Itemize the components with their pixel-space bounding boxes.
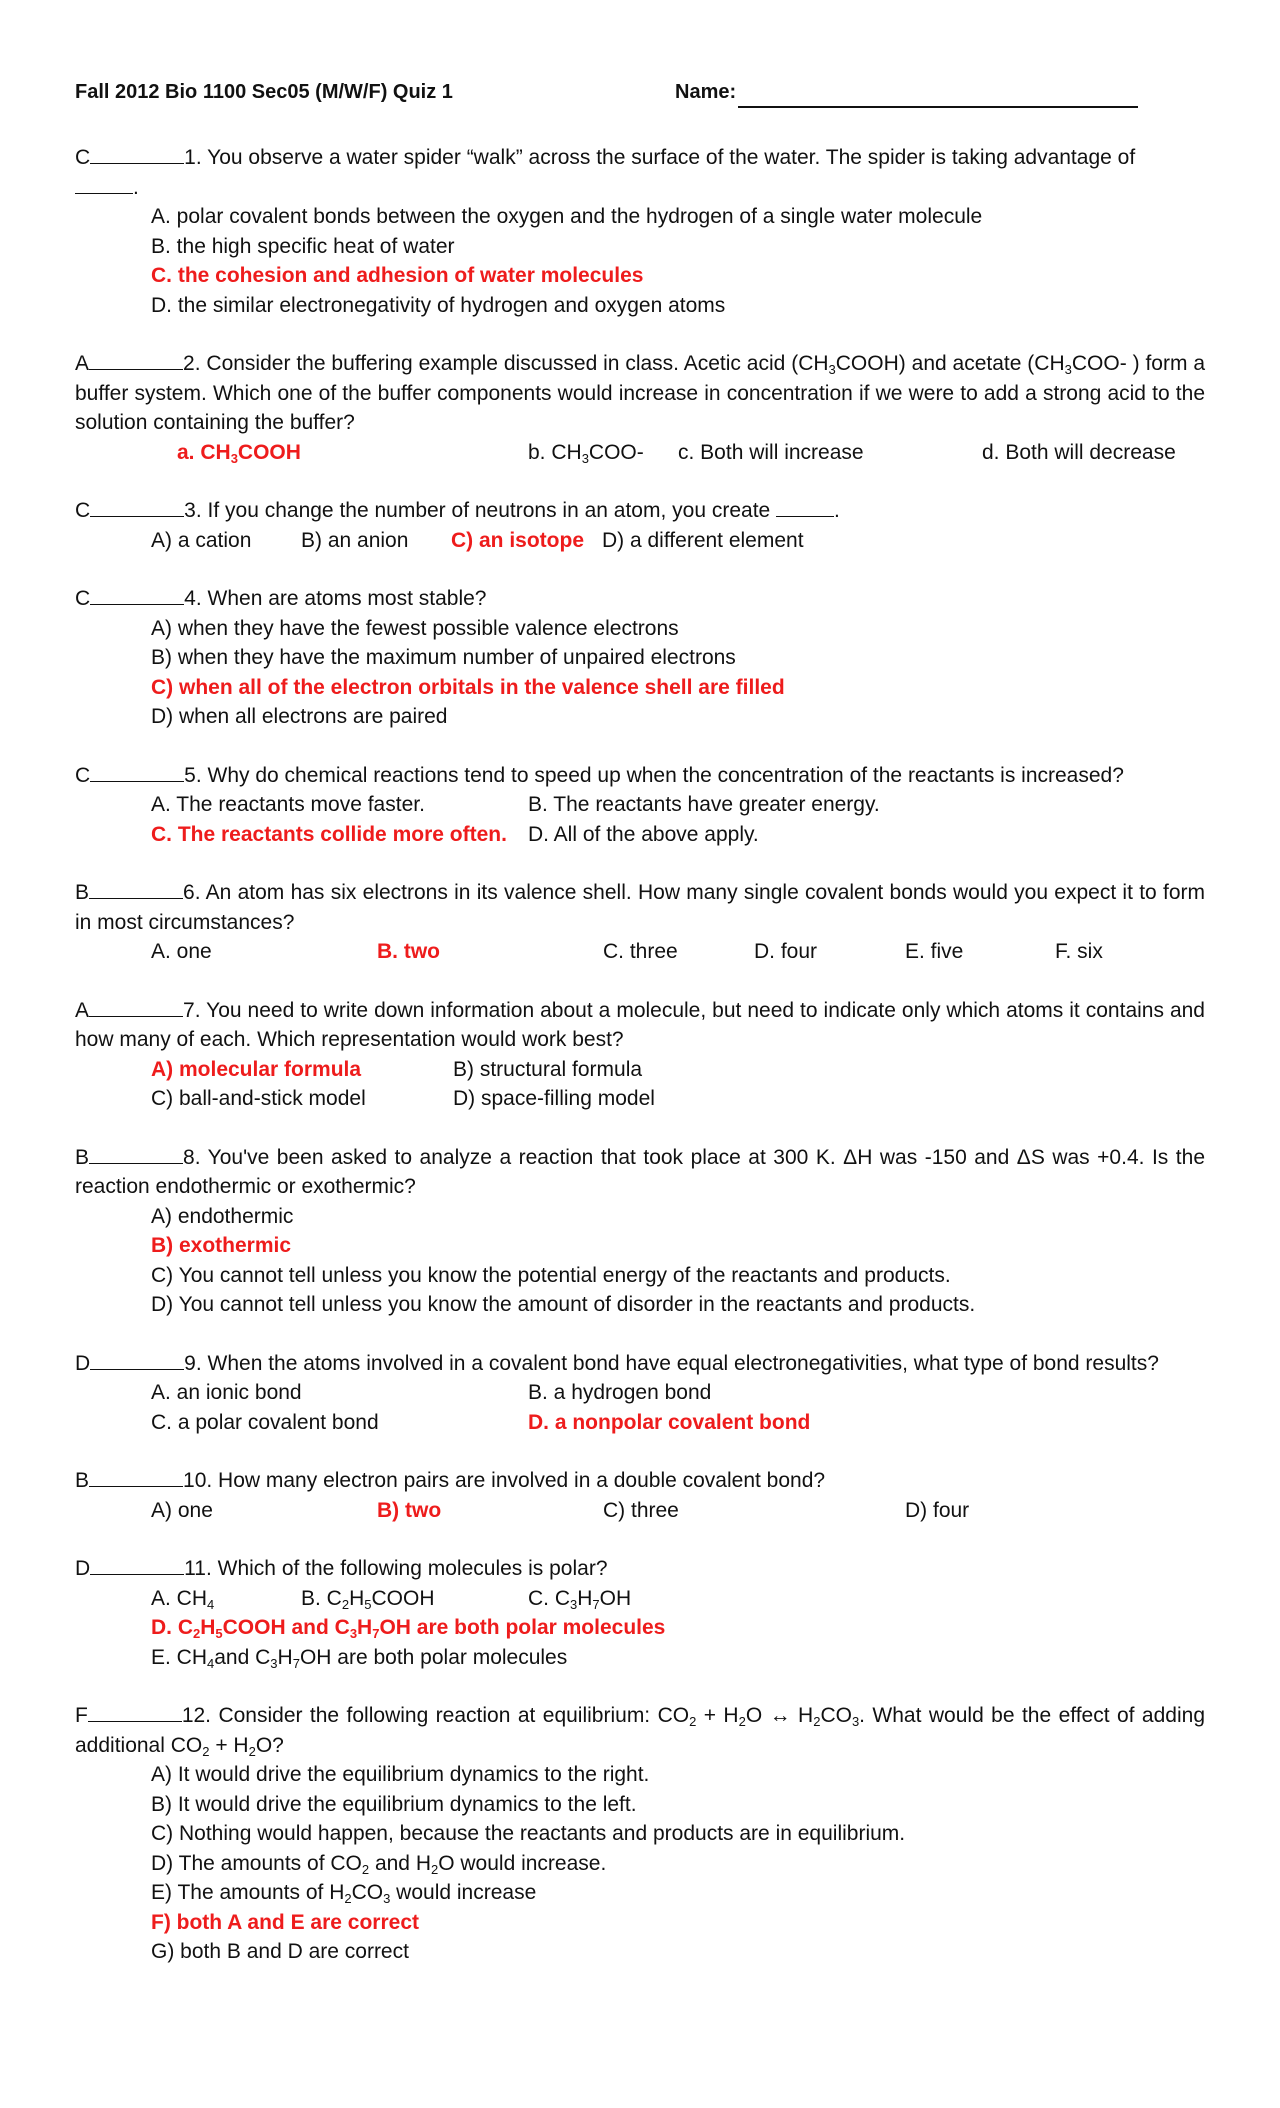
choice-f-correct: F) both A and E are correct — [151, 1910, 419, 1934]
choice-b-correct: B) two — [377, 1498, 442, 1522]
question-11-stem — [75, 1554, 1205, 1584]
stem-text: 2. Consider the buffering example discussed in class. Acetic acid (CH — [183, 352, 829, 375]
subscript: 3 — [1064, 362, 1072, 377]
choice-e: E) The amounts of $H_2CO_3$ would increase — [151, 1881, 537, 1906]
answer-12: F — [75, 1704, 88, 1727]
choice-d-correct: D. $C_2H_5COOH$ and $C_3H_7OH$ are both polar molecules — [151, 1616, 666, 1641]
stem-text: 11. Which of the following molecules is polar? — [184, 1557, 608, 1580]
choice-c: C. three — [603, 940, 678, 963]
answer-8: B — [75, 1145, 90, 1169]
choice-d: D) a different element — [602, 528, 804, 552]
question-9-choices-row2 — [75, 1408, 1205, 1438]
question-12-stem: F 12. Consider the following reaction at equilibrium: $CO_2 + H_2O$ ↔ $H_2CO_3$. What would be the effect of adding additional $CO_2 + H_2O$? — [75, 1701, 1205, 1760]
question-8-stem — [75, 1143, 1205, 1202]
answer-blank — [90, 143, 184, 164]
choice-d: d. Both will decrease — [982, 440, 1176, 464]
question-9-choices-row1 — [75, 1378, 1205, 1408]
answer-blank — [90, 584, 184, 605]
answer-10: B — [75, 1469, 90, 1492]
choice-d: D) space-filling model — [453, 1087, 655, 1110]
choice-d: D) four — [905, 1498, 970, 1522]
stem-text: 1. You observe a water spider “walk” across the surface of the water. The spider is taking advantage of — [184, 146, 1136, 169]
choice-b: B. The reactants have greater energy. — [528, 793, 880, 816]
question-1 — [75, 143, 1205, 320]
question-4 — [75, 584, 1205, 732]
answer-2: A — [75, 352, 90, 375]
question-3 — [75, 496, 1205, 555]
choice-c: C) ball-and-stick model — [151, 1087, 366, 1110]
answer-1: C — [75, 146, 91, 169]
choice-d: D) when all electrons are paired — [151, 705, 448, 728]
choice-a: A. The reactants move faster. — [151, 793, 425, 816]
question-11 — [75, 1554, 1205, 1672]
subscript: 3 — [828, 362, 836, 377]
quiz-page — [75, 74, 1205, 1967]
choice-c: C. a polar covalent bond — [151, 1410, 379, 1434]
answer-blank — [88, 1701, 182, 1722]
choice-b: B. the high specific heat of water — [151, 234, 455, 258]
question-10-choices — [75, 1496, 1205, 1526]
choice-e: E. five — [905, 940, 964, 963]
choice-a: A. an ionic bond — [151, 1381, 302, 1404]
question-4-stem — [75, 584, 1205, 614]
question-5-choices-row2 — [75, 820, 1205, 850]
question-8-choices — [75, 1202, 1205, 1320]
question-7-choices-row2 — [75, 1084, 1205, 1114]
choice-c-correct: C) when all of the electron orbitals in the valence shell are filled — [151, 675, 785, 699]
choice-c: C) Nothing would happen, because the reactants and products are in equilibrium. — [151, 1822, 906, 1845]
answer-5: C — [75, 763, 91, 787]
choice-b: B. a hydrogen bond — [528, 1381, 712, 1404]
stem-text: COO- ) form a buffer system. Which one of the buffer components would increase in concentration if we were to add a strong acid to the solution containing the buffer? — [75, 352, 1206, 434]
question-3-choices — [75, 526, 1205, 556]
stem-text: 7. You need to write down information about a molecule, but need to indicate only which atoms it contains and how many of each. Which representation would work best? — [75, 998, 1205, 1051]
question-5-choices-row1 — [75, 790, 1205, 820]
answer-blank — [90, 496, 184, 517]
choice-c-correct: C. The reactants collide more often. — [151, 822, 507, 846]
question-6 — [75, 878, 1205, 967]
question-8 — [75, 1143, 1205, 1320]
question-11-choices — [75, 1613, 1205, 1672]
answer-9: D — [75, 1351, 91, 1375]
choice-b: b. $CH_3COO-$ — [528, 440, 644, 466]
choice-d: D) The amounts of $CO_2$ and $H_2O$ would increase. — [151, 1851, 607, 1877]
question-11-choices-row1 — [75, 1584, 1205, 1614]
quiz-header — [75, 74, 1205, 114]
choice-b: B) It would drive the equilibrium dynamics to the left. — [151, 1792, 637, 1816]
stem-text: 9. When the atoms involved in a covalent bond have equal electronegativities, what type of bond results? — [184, 1351, 1159, 1375]
question-1-stem: C 1. You observe a water spider “walk” across the surface of the water. The spider is taking advantage of . — [75, 143, 1205, 202]
choice-a: A) one — [151, 1498, 213, 1522]
stem-text: 6. An atom has six electrons in its valence shell. How many single covalent bonds would you expect it to form in most circumstances? — [75, 881, 1205, 934]
choice-c: c. Both will increase — [678, 440, 864, 464]
choice-c-correct: C. the cohesion and adhesion of water molecules — [151, 264, 644, 287]
answer-7: A — [75, 998, 90, 1022]
question-6-choices — [75, 937, 1205, 967]
question-12 — [75, 1701, 1205, 1967]
answer-blank — [89, 1143, 183, 1164]
answer-blank — [90, 1349, 184, 1370]
choice-a: A) a cation — [151, 528, 252, 552]
choice-c: C. $C_3H_7OH$ — [528, 1586, 632, 1612]
choice-d: D. four — [754, 940, 818, 963]
question-2-choices — [75, 438, 1205, 468]
choice-a: A) It would drive the equilibrium dynamics to the right. — [151, 1763, 650, 1786]
question-9 — [75, 1349, 1205, 1438]
question-12-choices — [75, 1760, 1205, 1967]
choice-c: C) You cannot tell unless you know the potential energy of the reactants and products. — [151, 1263, 951, 1287]
stem-text: 5. Why do chemical reactions tend to speed up when the concentration of the reactants is increased? — [184, 763, 1124, 787]
choice-f: F. six — [1055, 940, 1103, 963]
stem-text: COOH) and acetate (CH — [835, 352, 1065, 375]
question-1-choices — [75, 202, 1205, 320]
question-4-choices — [75, 614, 1205, 732]
stem-text: 8. You've been asked to analyze a reaction that took place at 300 K. ΔH was -150 and ΔS was +0.4. Is the reaction endothermic or exothermic? — [75, 1145, 1205, 1198]
choice-d: D. the similar electronegativity of hydrogen and oxygen atoms — [151, 293, 726, 317]
question-2 — [75, 349, 1205, 467]
choice-a-correct: a. $CH_3COOH$ — [177, 440, 301, 466]
name-field — [675, 78, 1138, 108]
choice-d-correct: D. a nonpolar covalent bond — [528, 1410, 811, 1434]
choice-a: A. $CH_4$ — [151, 1586, 215, 1612]
choice-b: B) when they have the maximum number of unpaired electrons — [151, 646, 736, 669]
choice-a: A. one — [151, 940, 212, 963]
answer-blank — [90, 761, 184, 782]
answer-3: C — [75, 499, 91, 522]
question-6-stem — [75, 878, 1205, 937]
choice-b: B) structural formula — [453, 1057, 643, 1081]
choice-g: G) both B and D are correct — [151, 1940, 409, 1963]
answer-4: C — [75, 587, 91, 610]
choice-b-correct: B. two — [377, 940, 440, 963]
choice-a: A) when they have the fewest possible valence electrons — [151, 616, 679, 640]
answer-blank — [89, 878, 183, 899]
question-9-stem — [75, 1349, 1205, 1379]
choice-e: E. $CH_4and$ $C_3H_7OH$ are both polar molecules — [151, 1645, 568, 1671]
answer-blank — [89, 1466, 183, 1487]
answer-blank — [89, 996, 183, 1017]
question-10 — [75, 1466, 1205, 1525]
choice-b: B) an anion — [301, 528, 409, 552]
choice-a-correct: A) molecular formula — [151, 1057, 362, 1081]
answer-blank — [89, 349, 183, 370]
question-7-choices-row1 — [75, 1055, 1205, 1085]
choice-b: B. $C_2H_5COOH$ — [301, 1586, 435, 1612]
stem-text: 4. When are atoms most stable? — [184, 587, 487, 610]
question-10-stem — [75, 1466, 1205, 1496]
question-5 — [75, 761, 1205, 850]
choice-d: D) You cannot tell unless you know the amount of disorder in the reactants and products. — [151, 1293, 976, 1316]
question-2-stem — [75, 349, 1205, 438]
question-7 — [75, 996, 1205, 1114]
choice-a: A. polar covalent bonds between the oxygen and the hydrogen of a single water molecule — [151, 205, 983, 228]
stem-text: 3. If you change the number of neutrons in an atom, you create — [184, 499, 771, 522]
choice-a: A) endothermic — [151, 1204, 294, 1228]
choice-c-correct: C) an isotope — [451, 528, 585, 552]
name-line[interactable] — [738, 84, 1138, 108]
choice-b-correct: B) exothermic — [151, 1234, 292, 1257]
answer-11: D — [75, 1557, 91, 1580]
choice-c: C) three — [603, 1498, 679, 1522]
fill-blank — [75, 173, 133, 194]
answer-6: B — [75, 881, 90, 904]
question-5-stem — [75, 761, 1205, 791]
question-7-stem — [75, 996, 1205, 1055]
quiz-title: Fall 2012 Bio 1100 Sec05 (M/W/F) Quiz 1 — [75, 81, 453, 103]
stem-text: 10. How many electron pairs are involved in a double covalent bond? — [183, 1469, 826, 1492]
fill-blank — [776, 496, 834, 517]
question-3-stem: C 3. If you change the number of neutrons in an atom, you create . — [75, 496, 1205, 526]
name-label: Name: — [675, 81, 737, 103]
choice-d: D. All of the above apply. — [528, 822, 759, 846]
answer-blank — [90, 1554, 184, 1575]
